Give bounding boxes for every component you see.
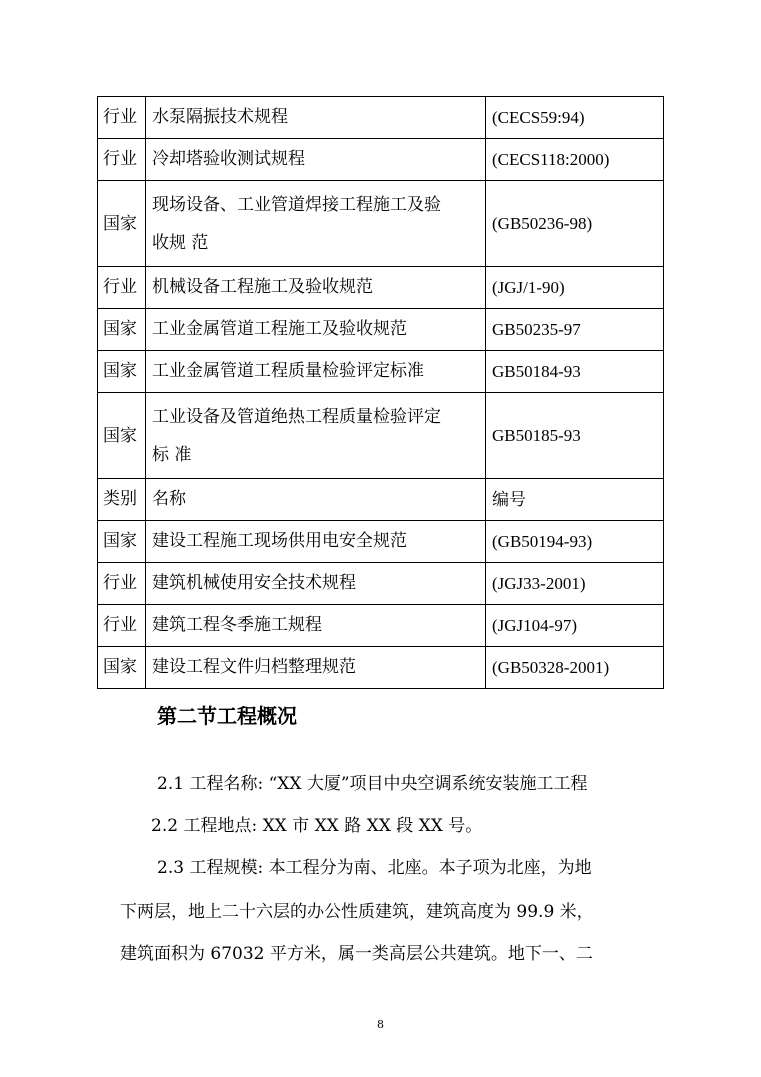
code-cell: (JGJ104-97): [486, 605, 664, 647]
name-cell: 工业金属管道工程质量检验评定标准: [146, 351, 486, 393]
category-cell: 行业: [98, 605, 146, 647]
name-line: 工业设备及管道绝热工程质量检验评定: [152, 406, 441, 427]
table-row: [98, 181, 664, 267]
table-row: [98, 139, 664, 181]
category-cell: 行业: [98, 563, 146, 605]
category-cell: 国家: [98, 647, 146, 689]
table-row: [98, 267, 664, 309]
standards-table: [97, 96, 664, 689]
code-cell: (JGJ/1-90): [486, 267, 664, 309]
name-line: 现场设备、工业管道焊接工程施工及验: [152, 194, 441, 215]
table-row: [98, 605, 664, 647]
project-scale-line-3: 建筑面积为 67032 平方米，属一类高层公共建筑。地下一、二: [120, 944, 593, 964]
code-cell: GB50184-93: [486, 351, 664, 393]
project-scale-line-2: 下两层，地上二十六层的办公性质建筑，建筑高度为 99.9 米，: [120, 902, 594, 922]
table-row: [98, 393, 664, 479]
name-line: 标 准: [152, 444, 192, 465]
category-cell: 国家: [98, 181, 146, 267]
name-cell: 建筑机械使用安全技术规程: [146, 563, 486, 605]
code-cell: (GB50328-2001): [486, 647, 664, 689]
code-cell: (GB50236-98): [486, 181, 664, 267]
name-cell: 工业金属管道工程施工及验收规范: [146, 309, 486, 351]
name-cell: 建筑工程冬季施工规程: [146, 605, 486, 647]
table-row: [98, 351, 664, 393]
code-cell: (CECS59:94): [486, 97, 664, 139]
code-cell: GB50235-97: [486, 309, 664, 351]
table-header-row: [98, 479, 664, 521]
category-cell: 行业: [98, 139, 146, 181]
name-cell: [146, 181, 486, 267]
table-row: [98, 647, 664, 689]
name-cell: 机械设备工程施工及验收规范: [146, 267, 486, 309]
project-scale-line-1: 2.3 工程规模: 本工程分为南、北座。本子项为北座，为地: [157, 858, 592, 878]
section-title: 第二节工程概况: [157, 704, 297, 728]
category-header: 类别: [98, 479, 146, 521]
name-cell: 建设工程施工现场供用电安全规范: [146, 521, 486, 563]
category-cell: 行业: [98, 267, 146, 309]
project-location-paragraph: 2.2 工程地点: XX 市 XX 路 XX 段 XX 号。: [151, 816, 483, 836]
name-cell: 冷却塔验收测试规程: [146, 139, 486, 181]
name-cell: 建设工程文件归档整理规范: [146, 647, 486, 689]
name-cell: 水泵隔振技术规程: [146, 97, 486, 139]
name-line: 收规 范: [152, 232, 209, 253]
project-name-paragraph: 2.1 工程名称: “XX 大厦”项目中央空调系统安装施工工程: [157, 774, 588, 794]
category-cell: 国家: [98, 521, 146, 563]
code-header: 编号: [486, 479, 664, 521]
code-cell: (CECS118:2000): [486, 139, 664, 181]
category-cell: 国家: [98, 309, 146, 351]
table-row: [98, 521, 664, 563]
name-header: 名称: [146, 479, 486, 521]
table-row: [98, 97, 664, 139]
name-cell: [146, 393, 486, 479]
table-row: [98, 563, 664, 605]
category-cell: 国家: [98, 351, 146, 393]
category-cell: 国家: [98, 393, 146, 479]
code-cell: (GB50194-93): [486, 521, 664, 563]
table-row: [98, 309, 664, 351]
code-cell: (JGJ33-2001): [486, 563, 664, 605]
category-cell: 行业: [98, 97, 146, 139]
page-number: 8: [377, 1018, 384, 1031]
code-cell: GB50185-93: [486, 393, 664, 479]
